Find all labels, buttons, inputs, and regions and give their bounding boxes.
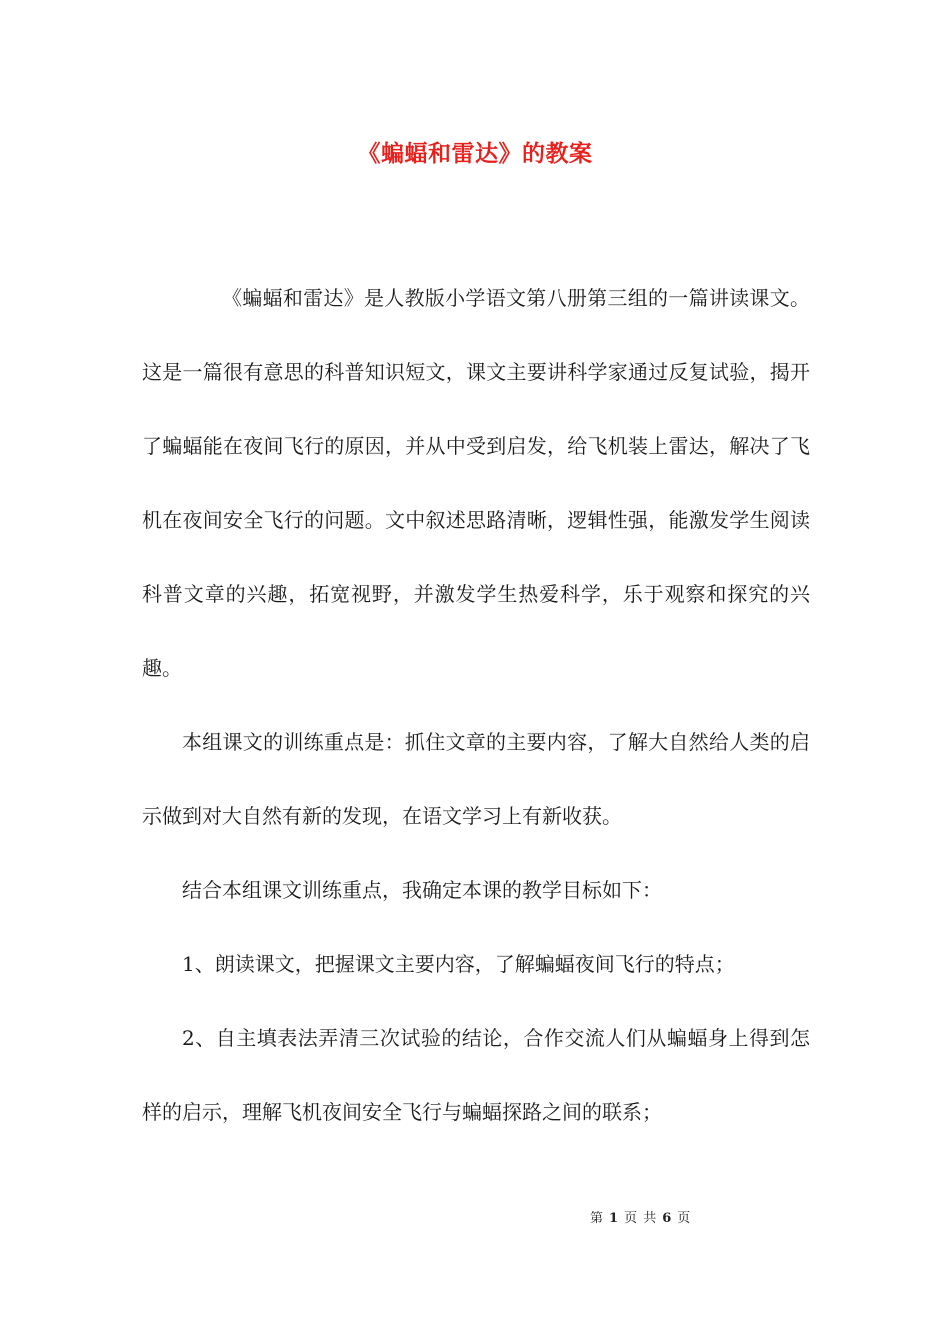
total-pages-number: 6 bbox=[662, 1211, 673, 1226]
paragraph-objective-1: 1、朗读课文，把握课文主要内容，了解蝙蝠夜间飞行的特点； bbox=[182, 952, 735, 976]
paragraph-intro: 《蝙蝠和雷达》是人教版小学语文第八册第三组的一篇讲读课文。这是一篇很有意思的科普知识短文，课文主要讲科学家通过反复试验，揭开了蝙蝠能在夜间飞行的原因，并从中受到启发，给飞机装上雷达，解决了飞机在夜间安全飞行的问题。文中叙述思路清晰，逻辑性强，能激发学生阅读科普文章的兴趣，拓宽视野，并激发学生热爱科学，乐于观察和探究的兴趣。 bbox=[142, 286, 810, 680]
paragraph-objectives-intro: 结合本组课文训练重点，我确定本课的教学目标如下： bbox=[182, 878, 662, 902]
footer-prefix: 第 bbox=[590, 1211, 605, 1226]
paragraph-training-focus: 本组课文的训练重点是：抓住文章的主要内容，了解大自然给人类的启示做到对大自然有新的发现，在语文学习上有新收获。 bbox=[142, 730, 810, 828]
footer-suffix: 页 bbox=[677, 1211, 692, 1226]
paragraph-objective-2: 2、自主填表法弄清三次试验的结论，合作交流人们从蝙蝠身上得到怎样的启示，理解飞机夜间安全飞行与蝙蝠探路之间的联系； bbox=[142, 1026, 810, 1124]
current-page-number: 1 bbox=[609, 1211, 620, 1226]
page-footer bbox=[590, 1207, 691, 1226]
document-title: 《蝙蝠和雷达》的教案 bbox=[357, 140, 593, 167]
footer-middle: 页 共 bbox=[624, 1211, 658, 1226]
